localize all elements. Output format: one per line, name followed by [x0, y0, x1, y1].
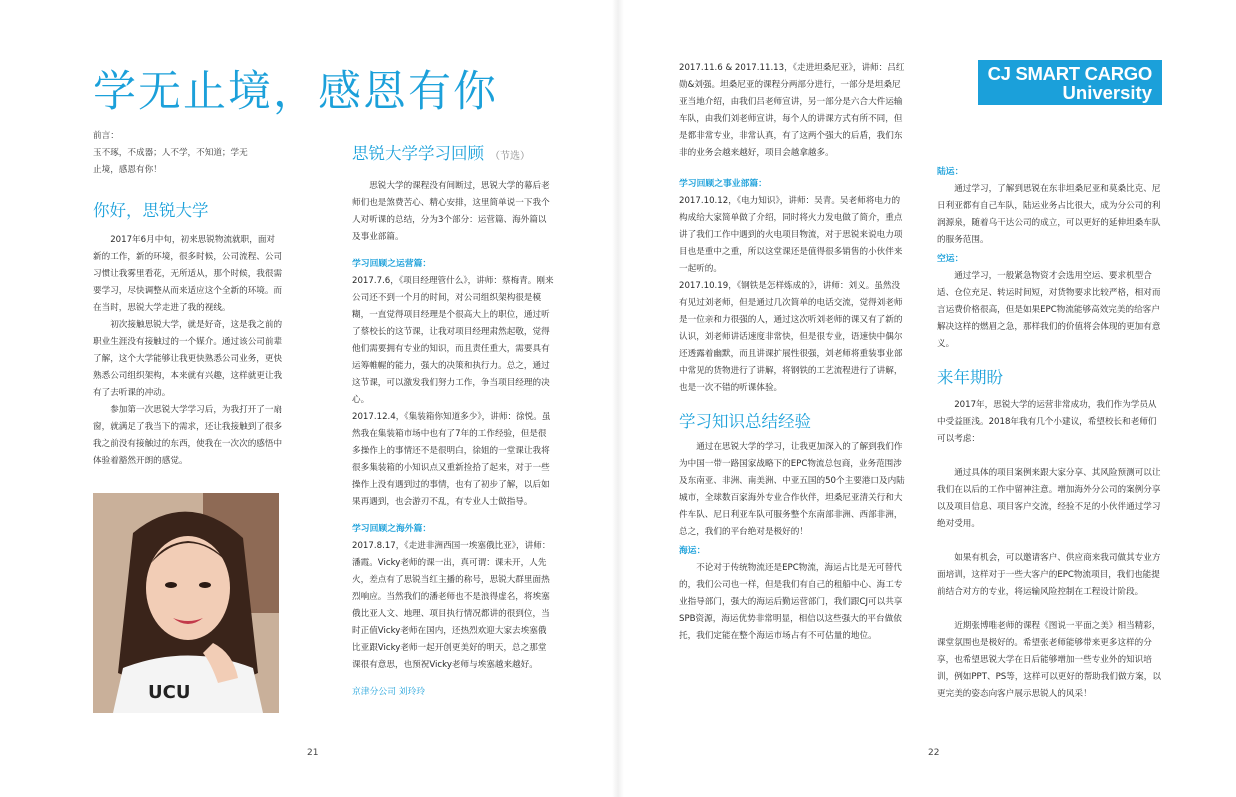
- sea-subheading: 海运：: [679, 546, 706, 556]
- portrait-photo: [93, 493, 279, 713]
- middle-column: [679, 60, 905, 645]
- hello-heading: 你好，思锐大学: [93, 201, 209, 220]
- page-gutter: [612, 0, 624, 797]
- page-number-left: 21: [307, 748, 319, 758]
- paragraph: 2017.8.17，《走进非洲西国一埃塞俄比亚》，讲师：潘霞。Vicky老师的课一出，真可谓：课未开，人先火，差点有了思锐当红主播的称号，思锐大群里面热烈响应。当然我们的潘老师也不是浪得虚名，将埃塞俄比亚人文、地理、项目执行情况都讲的很到位，当时正值Vicky老师在国内，还热烈欢迎大家去埃塞俄比亚跟Vicky老师一起开创更美好的明天，总之那堂课很有意思，也预祝Vicky老师与埃塞越来越好。: [352, 541, 551, 670]
- next-year-heading: 来年期盼: [937, 368, 1003, 387]
- logo-line-1: CJ SMART CARGO: [987, 63, 1152, 84]
- paragraph: 2017.7.6，《项目经理管什么》，讲师：蔡梅青。刚来公司还不到一个月的时间，对公司组织架构很是模糊，一直觉得项目经理是个很高大上的职位，通过听了蔡校长的这节课，让我对项目经理肃然起敬，觉得他们需要拥有专业的知识，而且责任重大，需要具有运筹帷幄的能力，强大的决策和执行力。总之，通过这节课，可以激发我们努力工作，争当项目经理的决心。: [352, 276, 554, 405]
- preface-line: 玉不琢，不成器；人不学，不知道；学无: [93, 148, 248, 158]
- paragraph: 2017.10.12，《电力知识》，讲师：吴青。吴老师将电力的构成给大家简单做了介绍，同时将火力发电做了简介，重点讲了我们工作中遇到的火电项目物流，对于思锐来说电力项目也是重中之重，所以这堂课还是值得很多销售的小伙伴来一起听的。: [679, 196, 903, 274]
- paragraph: 如果有机会，可以邀请客户、供应商来我司做其专业方面培训，这样对于一些大客户的EPC物流项目，我们也能提前结合对方的专业，将运输风险控制在工程设计阶段。: [937, 553, 1161, 597]
- cj-smart-cargo-logo: [978, 60, 1162, 105]
- main-title: 学无止境，感恩有你: [93, 67, 498, 117]
- review-note: （节选）: [490, 151, 530, 162]
- paragraph: 通过在思锐大学的学习，让我更加深入的了解到我们作为中国一带一路国家战略下的EPC物流总包商，业务范围涉及东南亚、非洲、南美洲、中亚五国的50个主要港口及内陆城市，全球数百家海外专业合作伙伴，坦桑尼亚清关行和大件车队、尼日利亚车队可服务整个东南部非洲、西部非洲，总之，我们的平台绝对是极好的！: [679, 442, 905, 537]
- paragraph: 不论对于传统物流还是EPC物流，海运占比是无可替代的，我们公司也一样，但是我们有自己的租船中心、海工专业指导部门，强大的海运后勤运营部门，我们跟CJ可以共享SPB资源，海运优势非常明显，相信以这些强大的平台做依托，我们定能在整个海运市场占有不可估量的地位。: [679, 563, 903, 641]
- paragraph: 2017年，思锐大学的运营非常成功，我们作为学员从中受益匪浅。2018年我有几个小建议，希望校长和老师们可以考虑：: [937, 400, 1157, 444]
- summary-heading: 学习知识总结经验: [679, 412, 811, 431]
- paragraph: 通过学习，一般紧急物资才会选用空运、要求机型合适、仓位充足、转运时间短，对货物要求比较严格，相对而言运费价格很高，但是如果EPC物流能够高效完美的给客户解决这样的燃眉之急，那样我们的价值将会体现的更加有意义。: [937, 271, 1161, 349]
- right-column: [937, 162, 1163, 703]
- preface-line: 前言：: [93, 131, 119, 141]
- page-number-right: 22: [928, 748, 940, 758]
- land-subheading: 陆运：: [937, 167, 964, 177]
- paragraph: 近期张博唯老师的课程《图说一平面之美》相当精彩，课堂氛围也是极好的。希望张老师能够带来更多这样的分享，也希望思锐大学在日后能够增加一些专业外的知识培训，例如PPT、PS等，这样可以更好的帮助我们做方案，以更完美的姿态向客户展示思锐人的风采！: [937, 621, 1161, 699]
- logo-line-2: University: [1062, 82, 1152, 103]
- biz-subheading: 学习回顾之事业部篇：: [679, 179, 767, 189]
- hello-column: [93, 200, 283, 470]
- paragraph: 参加第一次思锐大学学习后，为我打开了一扇窗，就满足了我当下的需求，还让我接触到了很多我之前没有接触过的东西，使我在一次次的感悟中体验着豁然开朗的感觉。: [93, 405, 283, 466]
- air-subheading: 空运：: [937, 254, 964, 264]
- preface: [93, 128, 288, 179]
- paragraph: 通过具体的项目案例来跟大家分享、其风险预测可以让我们在以后的工作中留神注意。增加海外分公司的案例分享以及项目信息、项目客户交流，经验不足的小伙伴通过学习绝对受用。: [937, 468, 1161, 529]
- paragraph: 2017.11.6 & 2017.11.13，《走进坦桑尼亚》，讲师：吕红勋&刘强。坦桑尼亚的课程分两部分进行，一部分是坦桑尼亚当地介绍，由我们吕老师宣讲，另一部分是六合大件运输车队，由我们刘老师宣讲，每个人的讲课方式有所不同，但是都非常专业，非常认真，有了这两个强大的后盾，我们东非的业务会越来越好，项目会越拿越多。: [679, 63, 905, 158]
- paragraph: 思锐大学的课程没有间断过，思锐大学的幕后老师们也是煞费苦心、精心安排，这里简单说一下我个人对听课的总结，分为3个部分：运营篇、海外篇以及事业部篇。: [352, 181, 550, 242]
- paragraph: 2017年6月中旬，初来思锐物流就职，面对新的工作，新的环境，很多时候，公司流程、公司习惯让我雾里看花，无所适从，那个时候，我很需要学习，尽快调整从而来适应这个全新的环境。而在当时，思锐大学走进了我的视线。: [93, 235, 283, 313]
- svg-text:UCU: UCU: [148, 682, 191, 703]
- author-signature: 京津分公司 刘玲玲: [352, 687, 426, 697]
- paragraph: 2017.10.19，《钢铁是怎样炼成的》，讲师：刘义。虽然没有见过刘老师，但是通过几次简单的电话交流，觉得刘老师是一位亲和力很强的人，通过这次听刘老师的课又有了新的认识，刘老师讲话速度非常快，但是很专业，语速快中偶尔还透露着幽默，而且讲课扩展性很强，刘老师将重装事业部中常见的货物进行了讲解，将钢铁的工艺流程进行了讲解，也是一次不错的听课体验。: [679, 281, 903, 393]
- review-column: [352, 143, 554, 701]
- overseas-subheading: 学习回顾之海外篇：: [352, 524, 432, 534]
- paragraph: 2017.12.4，《集装箱你知道多少》，讲师：徐悦。虽然我在集装箱市场中也有了7年的工作经验，但是很多操作上的事情还不是很明白，徐姐的一堂课让我将很多集装箱的小知识点又重新捡拾了起来，对于一些操作上没有遇到过的事情，也有了初步了解，以后如果再遇到，也会游刃不乱，有专业人士做指导。: [352, 412, 551, 507]
- ops-subheading: 学习回顾之运营篇：: [352, 259, 432, 269]
- review-title: 思锐大学学习回顾: [352, 144, 484, 163]
- preface-line: 止境，感恩有你！: [93, 165, 162, 175]
- review-heading: [352, 143, 554, 168]
- paragraph: 初次接触思锐大学，就是好奇，这是我之前的职业生涯没有接触过的一个媒介。通过该公司前辈了解，这个大学能够让我更快熟悉公司业务，更快熟悉公司组织架构，本来就有兴趣，这样就更让我有了去听课的冲动。: [93, 320, 283, 398]
- paragraph: 通过学习，了解到思锐在东非坦桑尼亚和莫桑比克、尼日利亚都有自己车队，陆运业务占比很大，成为分公司的利润源泉，随着乌干达公司的成立，可以更好的延伸坦桑车队的服务范围。: [937, 184, 1161, 245]
